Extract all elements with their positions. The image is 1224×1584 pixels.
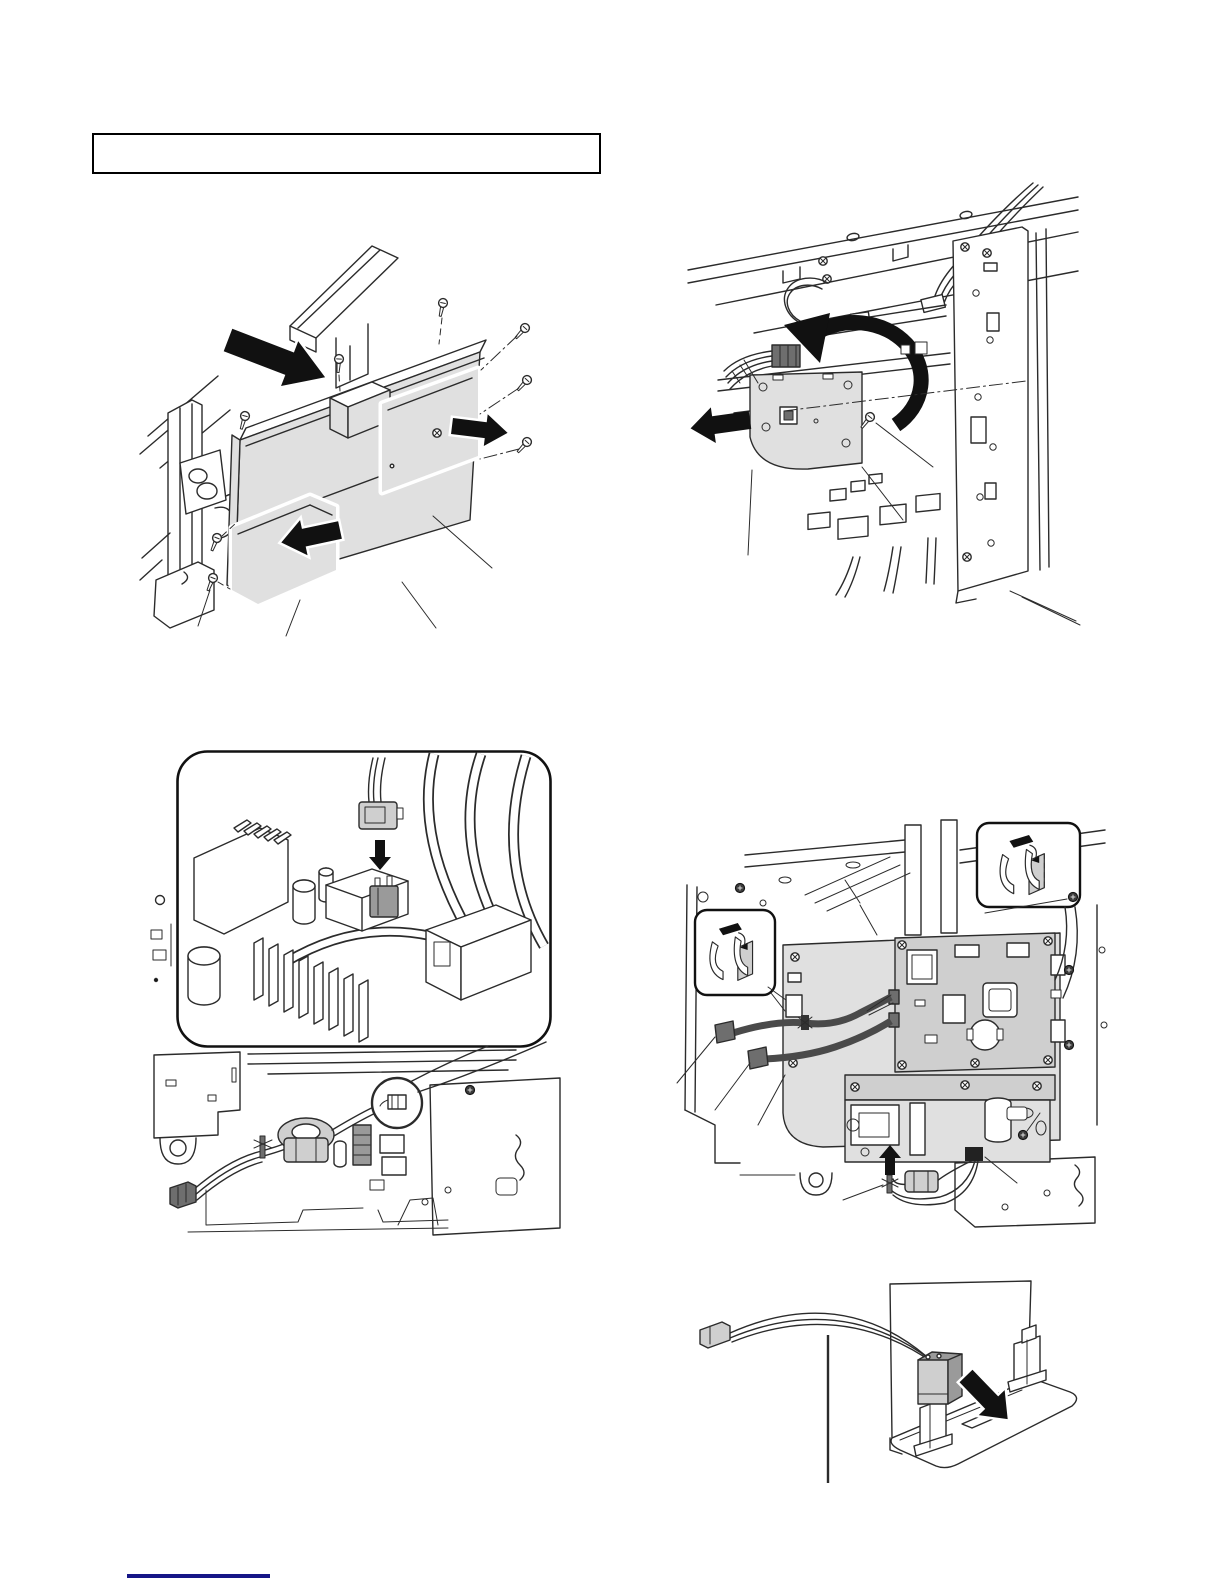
fig3-chassis-svg (148, 1040, 560, 1245)
screw-icon (515, 436, 534, 455)
figure-side-cover-removal (140, 228, 625, 640)
margin-marks (146, 880, 186, 990)
footer-rule (127, 1574, 270, 1578)
fig5-connector (918, 1352, 962, 1404)
routing-components (334, 1125, 406, 1190)
fig2-bottom-ribbons (836, 538, 936, 597)
margin-marks-svg (146, 880, 186, 990)
fig4-svg (655, 795, 1107, 1243)
figure-harness-routing (148, 1040, 560, 1245)
cable-connector (170, 1182, 196, 1208)
fig2-bracket-plate (750, 372, 862, 469)
fig2-bottom-connectors (808, 468, 940, 543)
cable-clamp (882, 1175, 898, 1193)
dark-screw-icon (735, 883, 744, 892)
pull-out-arrow-icon (688, 402, 752, 446)
screw-icon (436, 298, 448, 317)
phillips-screw-icon (963, 553, 971, 561)
phillips-screw-icon (983, 249, 991, 257)
door-screw-icon (433, 429, 441, 437)
battery (970, 1020, 1000, 1050)
harness-connector (748, 1047, 768, 1069)
phillips-screw-icon (961, 243, 969, 251)
figure-connector-holder (680, 1278, 1100, 1526)
fig4-power-supply (845, 1075, 1055, 1162)
psu-connector (965, 1147, 983, 1161)
harness-connector (715, 1021, 735, 1043)
phillips-screw-icon (819, 257, 827, 265)
fig2-svg (688, 175, 1088, 627)
mating-plug (370, 886, 398, 917)
fig2-rear-plate (953, 227, 1080, 625)
fig5-svg (680, 1278, 1100, 1526)
section-title-box (92, 133, 601, 174)
screw-icon (208, 532, 223, 552)
fig3-inset-svg (176, 750, 552, 1048)
dark-screw-icon (465, 1085, 474, 1094)
ferrite-core (905, 1171, 938, 1192)
figure-bracket-removal (688, 175, 1088, 627)
figure-main-board (655, 795, 1107, 1243)
phillips-screw-icon (791, 953, 799, 961)
wire-plug (700, 1322, 730, 1348)
fig1-left-chassis (140, 376, 242, 628)
fig1-svg (140, 228, 625, 640)
figure-connector-detail-inset (176, 750, 552, 1048)
fig4-board (889, 933, 1065, 1072)
screw-icon (515, 374, 534, 393)
fig4-inset-left (695, 910, 786, 1011)
screw-icon (334, 354, 344, 372)
